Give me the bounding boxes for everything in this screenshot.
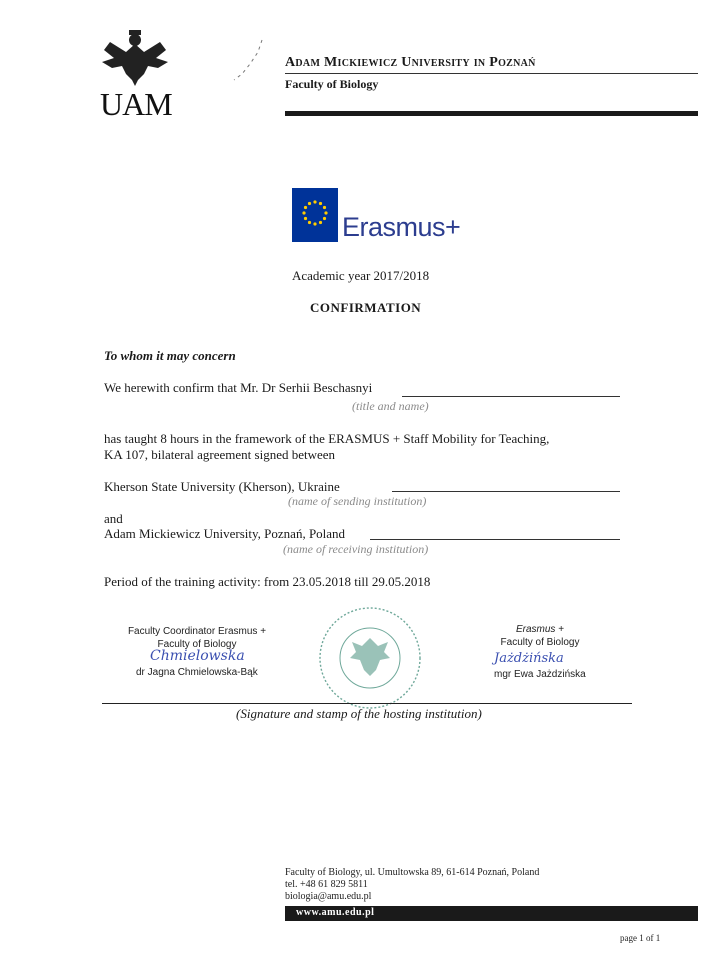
footer-address: Faculty of Biology, ul. Umultowska 89, 61-614 Poznań, Poland — [285, 867, 540, 878]
left-signatory-name: dr Jagna Chmielowska-Bąk — [136, 667, 258, 678]
salutation: To whom it may concern — [104, 348, 236, 363]
signature-divider — [102, 703, 632, 704]
hint-title-name: (title and name) — [352, 399, 429, 413]
right-signatory-unit: Faculty of Biology — [500, 637, 580, 648]
fill-line-title — [402, 396, 620, 397]
header-bar — [285, 111, 698, 116]
university-name: Adam Mickiewicz University in Poznań — [285, 55, 536, 70]
footer-phone: tel. +48 61 829 5811 — [285, 879, 368, 890]
fill-line-sending — [392, 491, 620, 492]
eagle-emblem-icon — [96, 30, 174, 88]
faculty-name: Faculty of Biology — [285, 77, 379, 91]
hint-sending: (name of sending institution) — [288, 494, 427, 508]
confirm-line: We herewith confirm that Mr. Dr Serhii Beschasnyi — [104, 380, 373, 395]
official-stamp — [310, 604, 430, 712]
header-divider — [285, 73, 698, 74]
academic-year: Academic year 2017/2018 — [292, 268, 430, 283]
taught-line: has taught 8 hours in the framework of the ERASMUS + Staff Mobility for Teaching, — [104, 431, 550, 446]
sending-institution: Kherson State University (Kherson), Ukraine — [104, 479, 340, 494]
receiving-institution: Adam Mickiewicz University, Poznań, Poland — [104, 526, 346, 541]
document-title: CONFIRMATION — [310, 300, 422, 315]
footer-website: www.amu.edu.pl — [296, 907, 375, 918]
right-handwritten-signature: Jażdżińska — [494, 651, 564, 666]
eu-flag-icon — [292, 188, 338, 242]
right-signatory-role: Erasmus + — [515, 624, 565, 635]
and-text: and — [104, 511, 123, 526]
hint-receiving: (name of receiving institution) — [283, 542, 429, 556]
period-line: Period of the training activity: from 23.05.2018 till 29.05.2018 — [104, 574, 431, 589]
right-signatory-name: mgr Ewa Jażdzińska — [494, 669, 586, 680]
signature-caption: (Signature and stamp of the hosting institution) — [236, 706, 482, 721]
left-handwritten-signature: Chmielowska — [150, 648, 245, 664]
fill-line-receiving — [370, 539, 620, 540]
left-signatory-unit: Faculty of Biology — [157, 639, 237, 650]
logo-wordmark: UAM — [100, 86, 172, 122]
footer-email: biologia@amu.edu.pl — [285, 891, 372, 902]
agreement-line: KA 107, bilateral agreement signed between — [104, 447, 336, 462]
left-signatory-role: Faculty Coordinator Erasmus + — [127, 626, 267, 637]
page-number: page 1 of 1 — [620, 933, 661, 943]
pen-mark-icon — [230, 38, 270, 89]
erasmus-logo-text: Erasmus+ — [342, 212, 461, 242]
